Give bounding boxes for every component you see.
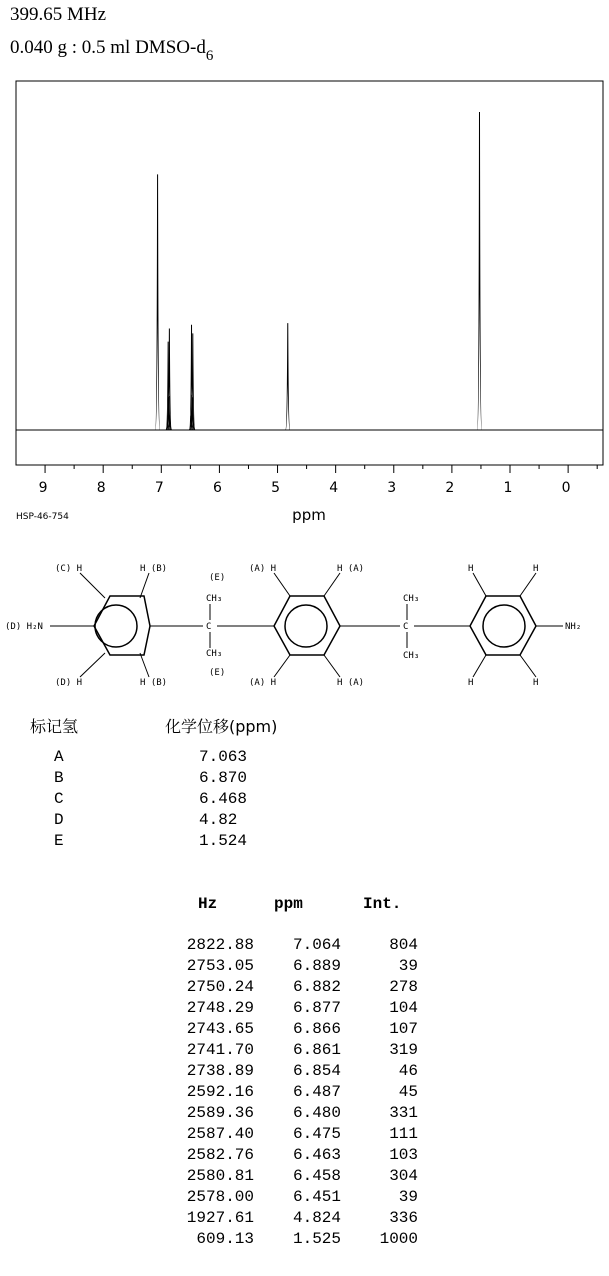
peak-table-cell-ppm: 7.064 [292, 936, 341, 954]
peak-table-cell-int: 104 [389, 999, 418, 1017]
spectrometer-frequency: 399.65 MHz [10, 4, 107, 25]
label-a-h-bottom-right: H (A) [337, 678, 365, 688]
benzene-ring-left [94, 596, 150, 655]
peak-table-cell-int: 39 [398, 1188, 418, 1206]
label-c-left: C [206, 622, 212, 632]
assignment-label: B [54, 769, 64, 787]
peak-table-cell-ppm: 4.824 [292, 1209, 341, 1227]
x-tick-label-0: 9 [38, 480, 48, 496]
spectrum-peak-14 [477, 112, 481, 430]
peak-table-cell-hz: 2743.65 [186, 1020, 254, 1038]
label-ch3-left-top: CH₃ [206, 594, 223, 604]
peak-table-cell-ppm: 6.889 [292, 957, 341, 975]
peak-table-header-ppm: ppm [274, 895, 303, 913]
bonds [50, 573, 563, 677]
label-a-h-top-right: H (A) [337, 564, 365, 574]
spectrum-peak-0 [155, 174, 159, 430]
peak-table-cell-hz: 2741.70 [186, 1041, 254, 1059]
assignment-shift: 7.063 [199, 748, 248, 766]
sample-main-text: 0.040 g : 0.5 ml DMSO-d [10, 37, 206, 58]
assignment-label: A [54, 748, 64, 766]
assignment-label: C [54, 790, 64, 808]
x-tick-label-4: 5 [271, 480, 280, 496]
spectrum-peak-13 [286, 323, 290, 430]
label-ch3-right-bottom: CH₃ [403, 651, 420, 661]
peak-table-cell-hz: 2589.36 [186, 1104, 254, 1122]
label-e-bottom: (E) [209, 668, 226, 678]
label-h-bottom-1: H [468, 678, 474, 688]
assignment-shift: 4.82 [199, 811, 238, 829]
peak-table-cell-hz: 2748.29 [186, 999, 254, 1017]
peak-table-cell-ppm: 6.882 [292, 978, 341, 996]
assignment-label: D [54, 811, 64, 829]
label-a-h-bottom-left: (A) H [249, 678, 277, 688]
peak-table-header-hz: Hz [198, 895, 218, 913]
label-h-top-1: H [468, 564, 474, 574]
label-ch3-right-top: CH₃ [403, 594, 420, 604]
benzene-ring-middle [274, 596, 340, 655]
label-e-top: (E) [209, 573, 226, 583]
peak-table-cell-int: 1000 [379, 1230, 418, 1248]
peak-table-cell-ppm: 6.877 [292, 999, 341, 1017]
peak-table-cell-hz: 2578.00 [186, 1188, 254, 1206]
peak-table-cell-int: 45 [398, 1083, 418, 1101]
peak-table-cell-ppm: 6.854 [292, 1062, 341, 1080]
sample-subscript: 6 [205, 48, 214, 64]
peak-table-cell-int: 336 [389, 1209, 418, 1227]
plot-frame [16, 81, 603, 465]
peak-table-cell-hz: 2587.40 [186, 1125, 254, 1143]
x-tick-label-7: 2 [445, 480, 455, 496]
peak-table-cell-int: 39 [398, 957, 418, 975]
label-ch3-left-bottom: CH₃ [206, 649, 223, 659]
x-tick-label-5: 4 [329, 480, 339, 496]
peak-table-cell-int: 278 [389, 978, 418, 996]
peak-table-cell-int: 304 [389, 1167, 418, 1185]
peak-table-cell-int: 103 [389, 1146, 418, 1164]
peak-table-cell-int: 111 [389, 1125, 418, 1143]
assignment-header-label: 标记氢 [30, 717, 79, 736]
peak-table-cell-int: 46 [398, 1062, 418, 1080]
label-h-top-2: H [533, 564, 539, 574]
label-c-right: C [403, 622, 409, 632]
spectrum-code: HSP-46-754 [16, 512, 69, 522]
assignment-header-shift: 化学位移(ppm) [165, 717, 278, 736]
peak-table-cell-ppm: 6.463 [292, 1146, 341, 1164]
label-d-h-bottom: (D) H [55, 678, 83, 688]
peak-table-cell-int: 319 [389, 1041, 418, 1059]
label-a-h-top-left: (A) H [249, 564, 277, 574]
peak-table-cell-int: 107 [389, 1020, 418, 1038]
peak-table-header-int: Int. [363, 895, 402, 913]
peak-table-cell-ppm: 6.451 [292, 1188, 341, 1206]
x-tick-label-2: 7 [154, 480, 164, 496]
assignment-shift: 1.524 [199, 832, 248, 850]
peak-table-cell-ppm: 6.861 [292, 1041, 341, 1059]
label-nh2-left: (D) H₂N [5, 622, 43, 632]
peak-table-cell-hz: 2753.05 [186, 957, 254, 975]
x-axis-label: ppm [292, 506, 326, 524]
peak-table-cell-hz: 2738.89 [186, 1062, 254, 1080]
label-b-h-bottom: H (B) [140, 678, 168, 688]
x-tick-label-9: 0 [561, 480, 571, 496]
peak-table-cell-ppm: 6.475 [292, 1125, 341, 1143]
nmr-spectrum-chart [0, 0, 609, 530]
peak-table-cell-hz: 2822.88 [186, 936, 254, 954]
peak-table-cell-ppm: 1.525 [292, 1230, 341, 1248]
x-tick-label-1: 8 [96, 480, 106, 496]
label-c-h-top: (C) H [55, 564, 83, 574]
x-tick-label-6: 3 [387, 480, 397, 496]
peak-table-cell-ppm: 6.487 [292, 1083, 341, 1101]
peak-table-cell-ppm: 6.458 [292, 1167, 341, 1185]
peak-group [155, 112, 481, 430]
peak-table-cell-hz: 2580.81 [186, 1167, 254, 1185]
peak-table-cell-ppm: 6.480 [292, 1104, 341, 1122]
assignment-shift: 6.870 [199, 769, 248, 787]
x-tick-label-8: 1 [503, 480, 513, 496]
label-b-h-top: H (B) [140, 564, 168, 574]
peak-table-cell-hz: 1927.61 [186, 1209, 254, 1227]
assignment-label: E [54, 832, 64, 850]
label-nh2-right: NH₂ [565, 622, 582, 632]
molecule-structure [0, 555, 609, 695]
peak-table-cell-hz: 609.13 [196, 1230, 254, 1248]
x-tick-label-3: 6 [212, 480, 222, 496]
peak-table-cell-hz: 2582.76 [186, 1146, 254, 1164]
peak-table-cell-hz: 2592.16 [186, 1083, 254, 1101]
peak-table-cell-ppm: 6.866 [292, 1020, 341, 1038]
peak-table-cell-int: 331 [389, 1104, 418, 1122]
peak-table-cell-hz: 2750.24 [186, 978, 254, 996]
x-axis-ticks [39, 465, 598, 496]
assignment-shift: 6.468 [199, 790, 248, 808]
peak-table-cell-int: 804 [389, 936, 418, 954]
label-h-bottom-2: H [533, 678, 539, 688]
benzene-ring-right [470, 596, 536, 655]
